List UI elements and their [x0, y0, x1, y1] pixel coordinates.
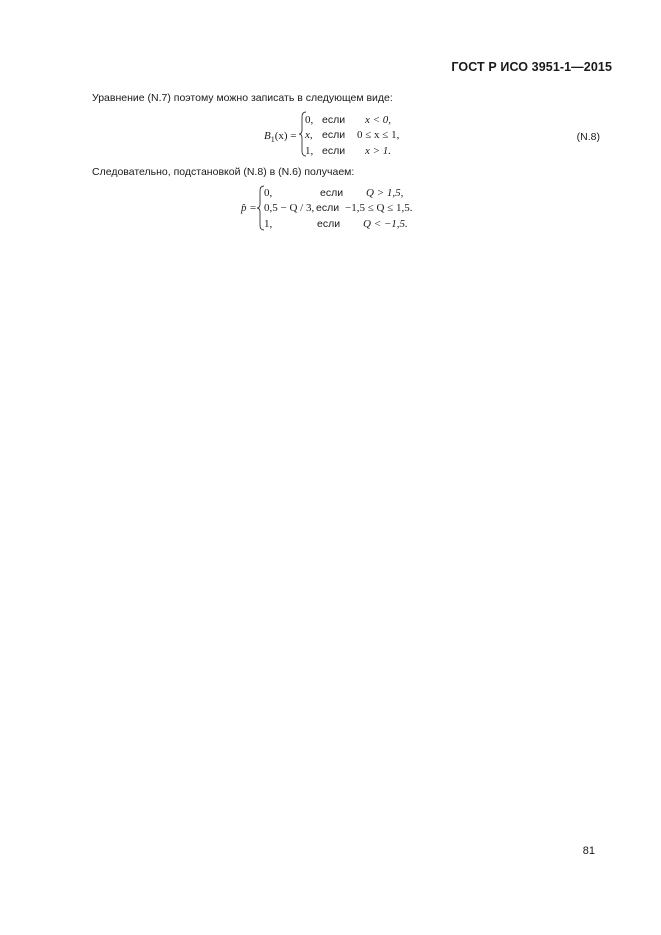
equation-p-hat-row-2-condition: −1,5 ≤ Q ≤ 1,5.: [345, 202, 413, 214]
equation-p-hat-row-1-condition: Q > 1,5,: [366, 187, 404, 199]
equation-n8-lhs: [264, 130, 297, 144]
equation-n8-row-1-word: если: [322, 114, 346, 126]
equation-p-hat-row-2-value: 0,5 − Q / 3,: [264, 202, 315, 214]
equation-n8-row-1: [305, 114, 392, 126]
equation-p-hat-row-2: [264, 202, 413, 214]
equation-p-hat-row-1: [264, 187, 404, 199]
equation-n8-lhs-sub: 1: [270, 135, 275, 145]
equation-p-hat-row-3-condition: Q < −1,5.: [363, 218, 408, 230]
equation-n8-number: (N.8): [576, 131, 600, 143]
equation-n8-row-3-word: если: [322, 145, 346, 157]
equation-n8-row-2-word: если: [322, 129, 346, 141]
equation-p-hat-row-3-word: если: [317, 218, 341, 230]
equation-n8-row-2-value: x,: [305, 129, 313, 141]
equation-n8-lhs-var: B: [264, 130, 271, 142]
equation-p-hat-row-3: [264, 218, 408, 230]
paragraph-substitution: Следовательно, подстановкой (N.8) в (N.6) получаем:: [92, 166, 355, 178]
equation-p-hat-row-3-value: 1,: [264, 218, 273, 230]
document-header: ГОСТ Р ИСО 3951-1—2015: [451, 60, 612, 74]
equation-p-hat-row-1-word: если: [320, 187, 344, 199]
equation-n8-row-3-value: 1,: [305, 145, 314, 157]
equation-n8-row-2: [305, 129, 400, 141]
equation-p-hat-row-2-word: если: [316, 202, 340, 214]
equation-n8-row-1-condition: x < 0,: [365, 114, 392, 126]
equation-n8-row-1-value: 0,: [305, 114, 314, 126]
equation-n8-lhs-arg: (x) =: [274, 130, 297, 142]
equation-n8-row-3: [305, 145, 392, 157]
equation-n8-row-3-condition: x > 1.: [365, 145, 392, 157]
page-number: 81: [582, 845, 595, 857]
paragraph-equation-intro: Уравнение (N.7) поэтому можно записать в следующем виде:: [92, 92, 393, 104]
equation-p-hat-row-1-value: 0,: [264, 187, 273, 199]
equation-n8-row-2-condition: 0 ≤ x ≤ 1,: [357, 129, 400, 141]
equation-p-hat-lhs: p̂ =: [241, 202, 257, 214]
